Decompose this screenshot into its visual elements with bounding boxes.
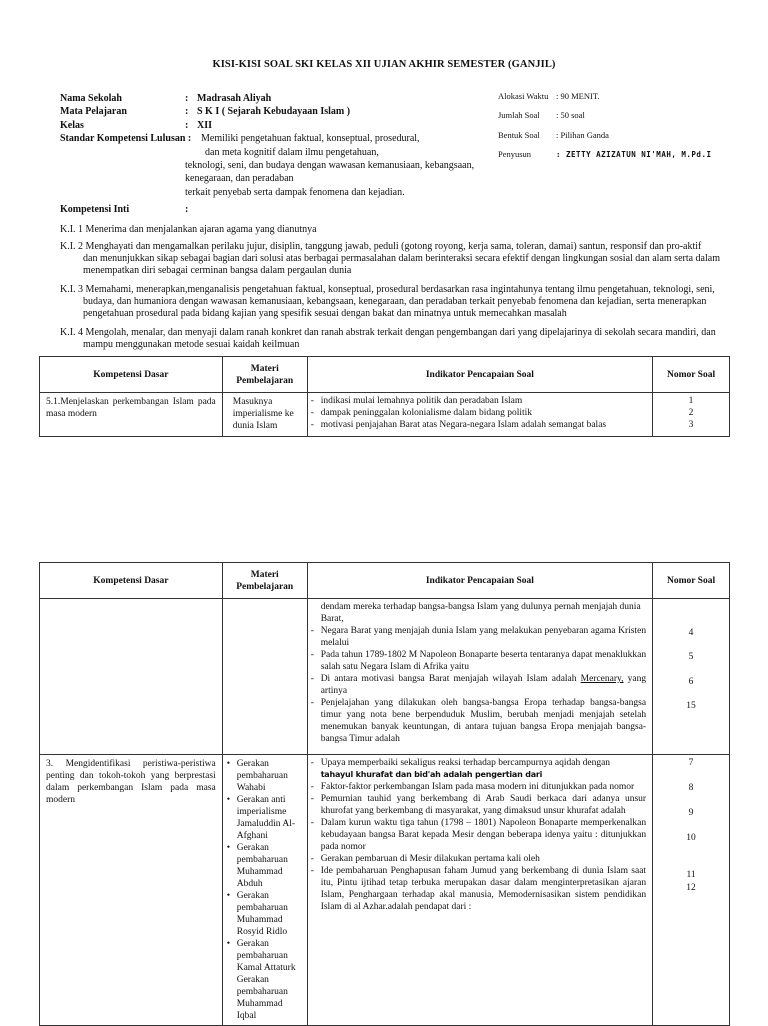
list-item: - Ide pembaharuan Penghapusan faham Jumud yang berkembang di dunia Islam saat itu, Pintu ijtihad tetap terbuka merupakan dasar dalam menginterpretasikan ajaran Islam, Penghargaan terhadap akal manusia, Memodernisasikan sistem pendidikan Islam di al Azhar.adalah pendapat dari : bbox=[310, 866, 647, 912]
indicator-cell: dendam mereka terhadap bangsa-bangsa Islam yang dulunya pernah menjajah dunia Barat, - Negara Barat yang menjajah dunia Islam yang melakukan penyebaran agama Kristen melalui - Pada tahun 1789-1802 M Napoleon Bonaparte beserta tentaranya dapat menaklukkan salah satu Negara Islam di Afrika yaitu - Di antara motivasi bangsa Barat menjajah wilayah Islam adalah Mercenary, yang artinya - Penjelajahan yang dilakukan oleh bangsa-bangsa Eropa terhadap bangsa-bangsa timur yang nota bene berpenduduk Muslim, berubah menjadi menjajah setelah menemukan banyak keuntungan, di antara tujuan bangsa Eropa menjajah bangsa-bangsa Timur adalah bbox=[307, 599, 652, 755]
number-cell: 4 5 6 15 bbox=[653, 599, 730, 755]
list-item: - Penjelajahan yang dilakukan oleh bangsa-bangsa Eropa terhadap bangsa-bangsa timur yang nota bene berpenduduk Muslim, berubah menjadi menjajah setelah menemukan banyak keuntungan, di antara tujuan bangsa Eropa menjajah bangsa-bangsa Timur adalah bbox=[310, 698, 647, 744]
header-no: Nomor Soal bbox=[653, 357, 730, 393]
grid-table-1 bbox=[39, 356, 730, 437]
number-cell: 7 8 9 10 11 12 bbox=[653, 755, 730, 1026]
list-item: - Dalam kurun waktu tiga tahun (1798 – 1801) Napoleon Bonaparte memperkenalkan kebudayaan bangsa Barat kepada Mesir dengan beberapa idenya yaitu : ditunjukkan pada nomor bbox=[310, 818, 647, 852]
skl-line2: dan meta kognitif dalam ilmu pengetahuan, bbox=[205, 146, 379, 158]
count-value: : 50 soal bbox=[556, 110, 585, 121]
list-item: - indikasi mulai lemahnya politik dan peradaban Islam bbox=[310, 396, 523, 406]
list-item: - Pada tahun 1789-1802 M Napoleon Bonaparte beserta tentaranya dapat menaklukkan salah satu Negara Islam di Afrika yaitu bbox=[310, 650, 647, 672]
skl-line3: teknologi, seni, dan budaya dengan wawasan kemanusiaan, kebangsaan, bbox=[185, 160, 475, 172]
school-label: Nama Sekolah bbox=[60, 93, 122, 104]
ki-2: K.I. 2 Menghayati dan mengamalkan perilaku jujur, disiplin, tanggung jawab, peduli (gotong royong, kerja sama, toleran, damai) santun, responsif dan pro-aktif dan menunjukkan sikap sebagai bagian dari solusi atas berbagai permasalahan dalam berinteraksi secara efektif dengan lingkungan sosial dan alam serta dalam menempatkan diri sebagai cerminan bangsa dalam pergaulan dunia bbox=[60, 241, 720, 277]
header-ind: Indikator Pencapaian Soal bbox=[307, 563, 652, 599]
list-item: • Gerakan pembaharuan Muhammad Rosyid Ridlo bbox=[226, 891, 288, 937]
list-item: - Faktor-faktor perkembangan Islam pada masa modern ini ditunjukkan pada nomor bbox=[310, 782, 635, 792]
kd-cell: 3. Mengidentifikasi peristiwa-peristiwa penting dan tokoh-tokoh yang berprestasi dalam perkembangan Islam pada masa modern bbox=[40, 755, 223, 1026]
skl-line1: Memiliki pengetahuan faktual, konseptual, prosedural, bbox=[201, 133, 420, 145]
header-ind: Indikator Pencapaian Soal bbox=[307, 357, 652, 393]
author-label: Penyusun bbox=[498, 149, 532, 160]
indicator-cell bbox=[307, 755, 652, 1026]
list-item: • Gerakan pembaharuan Wahabi bbox=[226, 759, 288, 793]
list-item: - Upaya memperbaiki sekaligus reaksi terhadap bercampurnya aqidah dengan tahayul khurafat dan bid'ah adalah pengertian dari bbox=[310, 758, 611, 779]
list-item: Gerakan pembaharuan Muhammad Iqbal bbox=[236, 975, 288, 1021]
document-title: KISI-KISI SOAL SKI KELAS XII UJIAN AKHIR SEMESTER (GANJIL) bbox=[212, 59, 556, 70]
kd-cell: 5.1.Menjelaskan perkembangan Islam pada masa modern bbox=[40, 393, 223, 437]
list-item: - motivasi penjajahan Barat atas Negara-negara Islam adalah semangat balas bbox=[310, 420, 607, 430]
subject-label: Mata Pelajaran bbox=[60, 106, 127, 118]
grid-table-2 bbox=[39, 562, 730, 1026]
mercenary-term: Mercenary, bbox=[580, 674, 624, 684]
takhayul-text: tahayul khurafat dan bid'ah adalah pengertian dari bbox=[320, 770, 543, 779]
count-label: Jumlah Soal bbox=[498, 110, 540, 121]
ki-1: K.I. 1 Menerima dan menjalankan ajaran agama yang dianutnya bbox=[60, 224, 317, 235]
number-cell: 1 2 3 bbox=[653, 393, 730, 437]
school-info: Nama Sekolah : Madrasah Aliyah Mata Pelajaran : S K I ( Sejarah Kebudayaan Islam ) Kelas : XII Standar Kompetensi Lulusan : Memiliki pengetahuan faktual, konseptual, prosedural, dan meta kognitif dalam ilmu pengetahuan, teknologi, seni, dan budaya dengan wawasan kemanusiaan, kebangsaan, kenegaraan, dan peradaban terkait penyebab serta dampak fenomena dan kejadian. bbox=[60, 93, 475, 198]
list-item: - Gerakan pembaruan di Mesir dilakukan pertama kali oleh bbox=[310, 854, 540, 864]
skl-label: Standar Kompetensi Lulusan : bbox=[60, 133, 192, 145]
header-no: Nomor Soal bbox=[653, 563, 730, 599]
skl-line4: kenegaraan, dan peradaban bbox=[185, 173, 294, 185]
author-value: : ZETTY AZIZATUN NI'MAH, M.Pd.I bbox=[556, 149, 712, 159]
class-label: Kelas bbox=[60, 119, 84, 131]
header-kd: Kompetensi Dasar bbox=[40, 563, 223, 599]
form-value: : Pilihan Ganda bbox=[556, 129, 609, 140]
skl-line5: terkait penyebab serta dampak fenomena dan kejadian. bbox=[185, 186, 405, 198]
class-value: XII bbox=[197, 119, 213, 131]
time-label: Alokasi Waktu bbox=[498, 90, 549, 101]
list-item: • Gerakan anti imperialisme Jamaluddin Al-Afghani bbox=[226, 795, 296, 841]
ki-3: K.I. 3 Memahami, menerapkan,menganalisis pengetahuan faktual, konseptual, prosedural berdasarkan rasa ingintahunya tentang ilmu pengetahuan, teknologi, seni, budaya, dan humaniora dengan wawasan kemanusiaan, kebangsaan, kenegaraan, dan peradaban terkait penyebab fenomena dan kejadian, serta menerapkan pengetahuan prosedural pada bidang kajian yang spesifik sesuai dengan bakat dan minatnya untuk memecahkan masalah bbox=[60, 284, 715, 320]
indicator-cell bbox=[307, 393, 652, 437]
subject-value: S K I ( Sejarah Kebudayaan Islam ) bbox=[197, 106, 351, 118]
mp-cell-empty bbox=[222, 599, 307, 755]
list-item: - Negara Barat yang menjajah dunia Islam yang melakukan penyebaran agama Kristen melalui bbox=[310, 626, 647, 648]
time-value: : 90 MENIT. bbox=[556, 90, 600, 101]
mp-cell bbox=[222, 755, 307, 1026]
kd-cell-empty bbox=[40, 599, 223, 755]
school-value: Madrasah Aliyah bbox=[197, 93, 272, 104]
ki-4: K.I. 4 Mengolah, menalar, dan menyaji dalam ranah konkret dan ranah abstrak terkait dengan pengembangan dari yang dipelajarinya di sekolah secara mandiri, dan mampu menggunakan metode sesuai kaidah keilmuan bbox=[60, 327, 716, 351]
kompetensi-inti-heading: Kompetensi Inti : bbox=[60, 204, 189, 215]
list-item: • Gerakan pembaharuan Muhammad Abduh bbox=[226, 843, 288, 889]
exam-details bbox=[498, 86, 711, 164]
list-item: - Di antara motivasi bangsa Barat menjajah wilayah Islam adalah Mercenary, yang artinya bbox=[310, 674, 647, 696]
list-item: - Pemurnian tauhid yang berkembang di Arab Saudi berkaca dari adanya unsur khurofat yang berkembang di masyarakat, yang dimaksud unsur khurafat adalah bbox=[310, 794, 647, 816]
header-kd: Kompetensi Dasar bbox=[40, 357, 223, 393]
form-label: Bentuk Soal bbox=[498, 129, 540, 140]
list-item: • Gerakan pembaharuan Kamal Attaturk bbox=[226, 939, 296, 973]
mp-cell: Masuknya imperialisme ke dunia Islam bbox=[222, 393, 307, 437]
list-item: - dampak peninggalan kolonialisme dalam bidang politik bbox=[310, 408, 533, 418]
header-mp: Materi Pembelajaran bbox=[222, 563, 307, 599]
header-mp: Materi Pembelajaran bbox=[222, 357, 307, 393]
